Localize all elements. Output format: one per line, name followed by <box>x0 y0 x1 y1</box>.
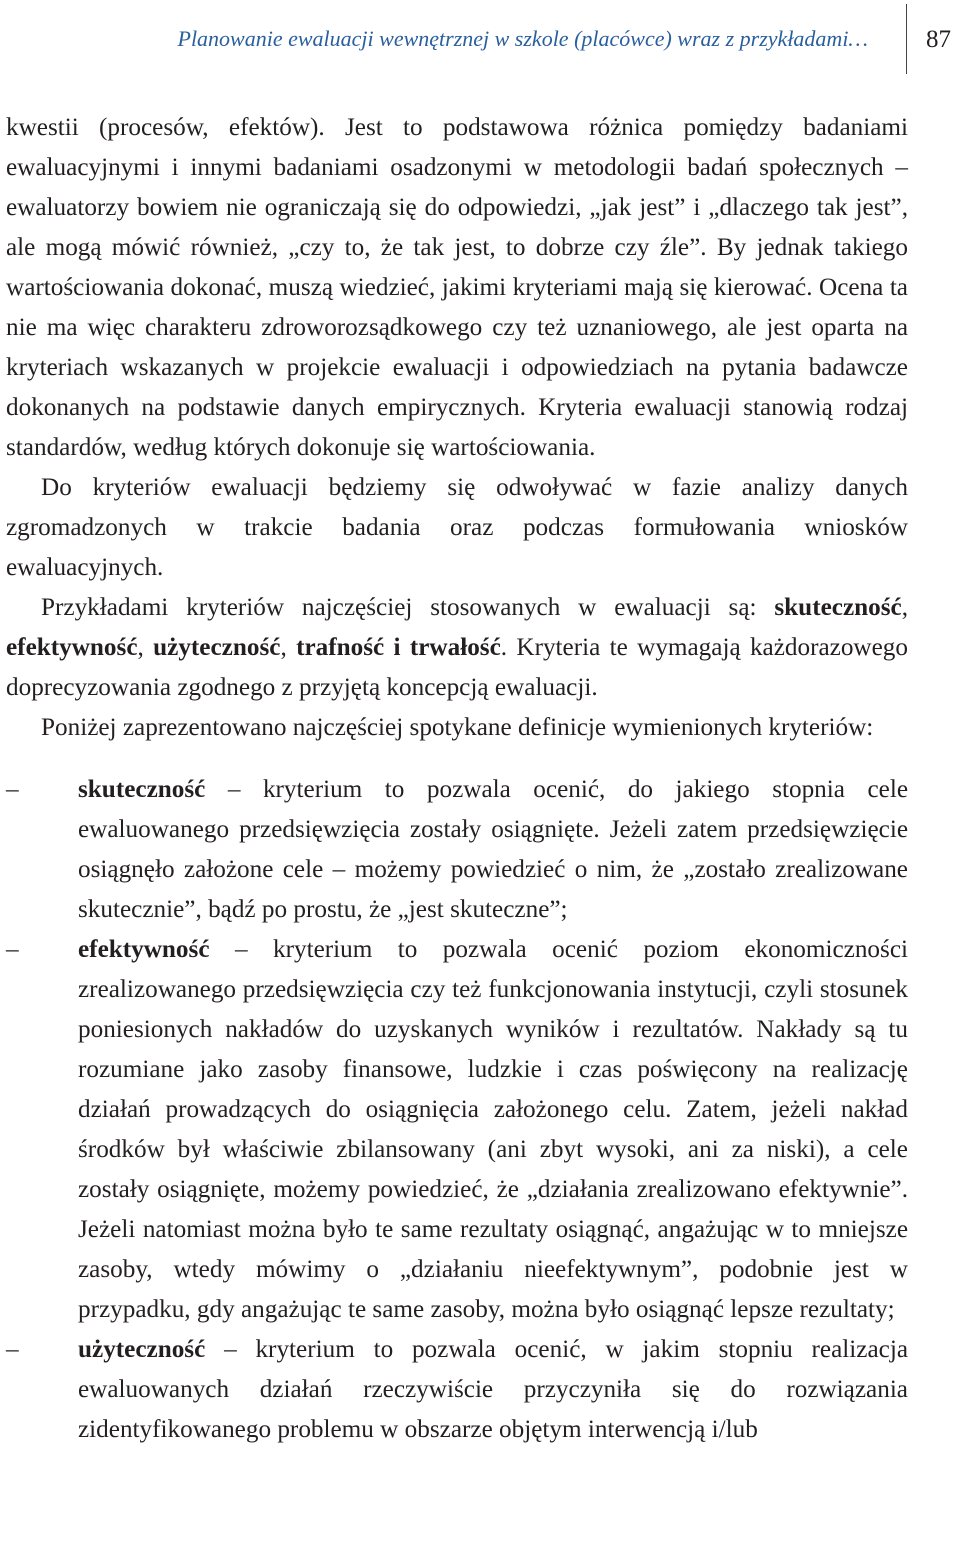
list-item <box>6 1330 908 1450</box>
running-title: Planowanie ewaluacji wewnętrznej w szkole (placówce) wraz z przykładami… <box>177 26 868 51</box>
list-item-text: – kryterium to pozwala ocenić, w jakim stopniu realizacja ewaluowanych działań rzeczywiście przyczyniła się do rozwiązania zidentyfikowanego problemu w obszarze objętym interwencją i/lub <box>78 1336 908 1443</box>
list-item-text: – kryterium to pozwala ocenić poziom ekonomiczności zrealizowanego przedsięwzięcia czy też funkcjonowania instytucji, czyli stosunek poniesionych nakładów do uzyskanych wyników i rezultatów. Nakłady są tu rozumiane jako zasoby finansowe, ludzkie i czas poświęcony na realizację działań prowadzących do osiągnięcia założonego celu. Zatem, jeżeli nakład środków był właściwie zbilansowany (ani zbyt wysoki, ani za niski), a cele zostały osiągnięte, możemy powiedzieć, że „działania zrealizowano efektywnie”. Jeżeli natomiast można było te same rezultaty osiągnąć, angażując w to mniejsze zasoby, wtedy mówimy o „działaniu nieefektywnym”, podobnie jest w przypadku, gdy angażując te same zasoby, można było osiągnąć lepsze rezultaty; <box>78 936 908 1323</box>
dash-bullet: – <box>6 776 19 803</box>
paragraph-3 <box>6 588 908 708</box>
list-item <box>6 930 908 1330</box>
criteria-definition-list <box>6 770 908 1450</box>
list-item-text: – kryterium to pozwala ocenić, do jakiego stopnia cele ewaluowanego przedsięwzięcia zostały osiągnięte. Jeżeli zatem przedsięwzięcie osiągnęło założone cele – możemy powiedzieć o nim, że „zostało zrealizowane skutecznie”, bądź po prostu, że „jest skuteczne”; <box>78 776 908 923</box>
separator: , <box>137 634 154 661</box>
list-item-term: skuteczność <box>78 776 206 803</box>
dash-bullet: – <box>6 936 19 963</box>
list-item-term: użyteczność <box>78 1336 206 1363</box>
criterion-term-3: użyteczność <box>153 634 281 661</box>
criterion-term-4: trafność i trwałość <box>296 634 501 661</box>
paragraph-4: Poniżej zaprezentowano najczęściej spotykane definicje wymienionych kryteriów: <box>41 714 874 741</box>
page-header <box>0 0 960 80</box>
paragraph-3-intro: Przykładami kryteriów najczęściej stosowanych w ewaluacji są: <box>41 594 775 621</box>
criterion-term-1: skuteczność <box>774 594 902 621</box>
criterion-term-2: efektywność <box>6 634 138 661</box>
paragraph-1: kwestii (procesów, efektów). Jest to podstawowa różnica pomiędzy badaniami ewaluacyjnymi i innymi badaniami osadzonymi w metodologii badań społecznych – ewaluatorzy bowiem nie ograniczają się do odpowiedzi, „jak jest” i „dlaczego tak jest”, ale mogą mówić również, „czy to, że tak jest, to dobrze czy źle”. By jednak takiego wartościowania dokonać, muszą wiedzieć, jakimi kryteriami mają się kierować. Ocena ta nie ma więc charakteru zdroworozsądkowego czy też uznaniowego, ale jest oparta na kryteriach wskazanych w projekcie ewaluacji i odpowiedziach na pytania badawcze dokonanych na podstawie danych empirycznych. Kryteria ewaluacji stanowią rodzaj standardów, według których dokonuje się wartościowania. <box>6 114 908 461</box>
page-number: 87 <box>926 26 951 53</box>
paragraph-2: Do kryteriów ewaluacji będziemy się odwoływać w fazie analizy danych zgromadzonych w trakcie badania oraz podczas formułowania wniosków ewaluacyjnych. <box>6 474 908 581</box>
paragraph-3-outro: . Kryteria te wymagają każdorazowego doprecyzowania zgodnego z przyjętą koncepcją ewaluacji. <box>6 634 908 701</box>
dash-bullet: – <box>6 1336 19 1363</box>
page-body <box>6 108 908 1450</box>
list-item <box>6 770 908 930</box>
list-item-term: efektywność <box>78 936 210 963</box>
header-divider <box>906 4 907 74</box>
separator: , <box>280 634 297 661</box>
separator: , <box>901 594 908 621</box>
